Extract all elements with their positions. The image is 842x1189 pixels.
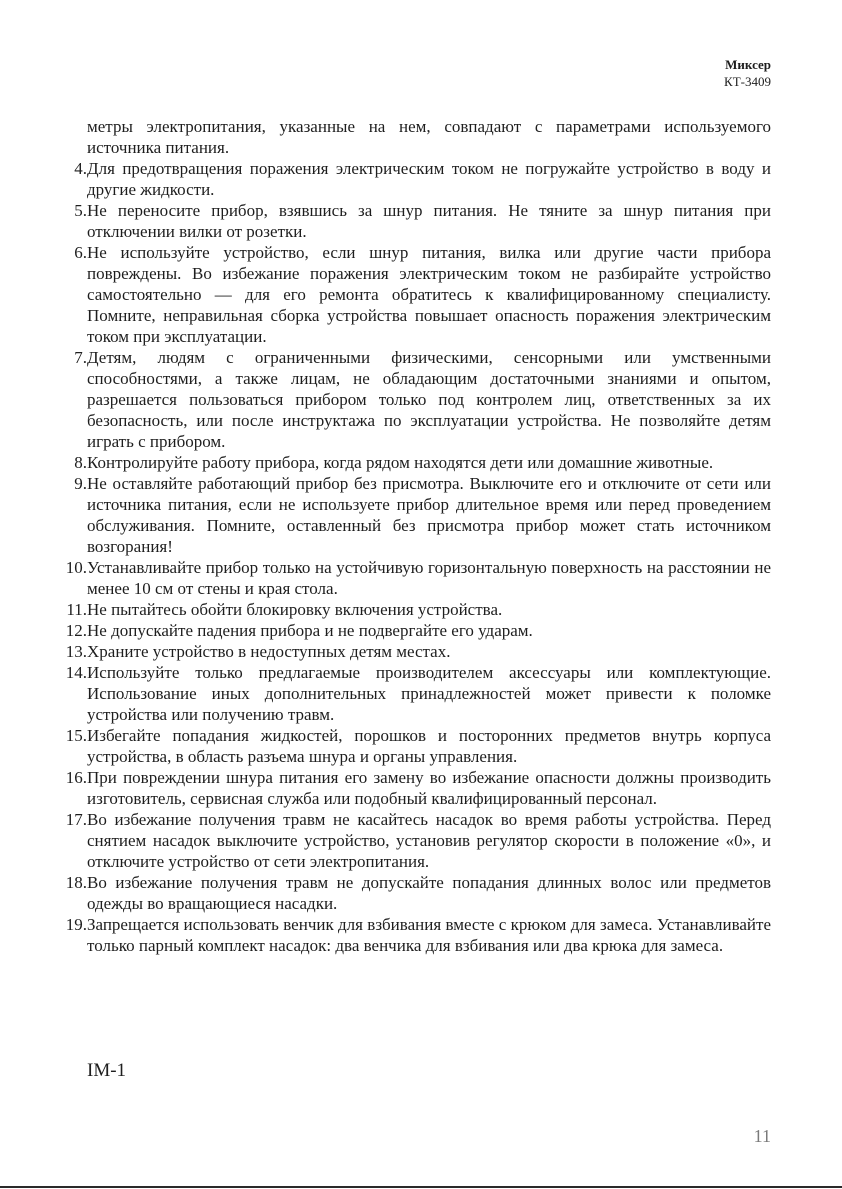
document-code: IM-1 xyxy=(87,1060,127,1081)
item-number: 4. xyxy=(74,159,87,178)
list-item xyxy=(47,620,771,641)
page-header xyxy=(724,56,771,90)
list-item xyxy=(47,914,771,956)
item-text: Не допускайте падения прибора и не подвергайте его ударам. xyxy=(87,621,533,640)
item-number: 9. xyxy=(74,474,87,493)
item-text: При повреждении шнура питания его замену во избежание опасности должны производить изготовитель, сервисная служба или подобный квалифицированный персонал. xyxy=(87,768,771,808)
item-number: 7. xyxy=(74,348,87,367)
list-item xyxy=(47,347,771,452)
safety-instructions-list xyxy=(47,158,771,956)
item-text: Не переносите прибор, взявшись за шнур питания. Не тяните за шнур питания при отключении вилки от розетки. xyxy=(87,201,771,241)
list-item xyxy=(47,641,771,662)
item-text: Не пытайтесь обойти блокировку включения устройства. xyxy=(87,600,503,619)
page-number: 11 xyxy=(753,1126,771,1146)
item-text: Храните устройство в недоступных детям местах. xyxy=(87,642,451,661)
item-text: Во избежание получения травм не допускайте попадания длинных волос или предметов одежды во вращающиеся насадки. xyxy=(87,873,771,913)
model-number: КТ-3409 xyxy=(724,74,771,89)
list-item xyxy=(47,557,771,599)
item-number: 16. xyxy=(65,768,87,787)
item-number: 13. xyxy=(65,642,87,661)
list-item xyxy=(47,809,771,872)
list-item xyxy=(47,725,771,767)
item-text: Контролируйте работу прибора, когда рядом находятся дети или домашние животные. xyxy=(87,453,714,472)
item-text: Устанавливайте прибор только на устойчивую горизонтальную поверхность на расстоянии не менее 10 см от стены и края стола. xyxy=(87,558,771,598)
item-text: Не оставляйте работающий прибор без присмотра. Выключите его и отключите от сети или источника питания, если не используете прибор длительное время или перед проведением обслуживания. Помните, оставленный без присмотра прибор может стать источником возгорания! xyxy=(87,474,771,556)
item-number: 11. xyxy=(66,600,87,619)
item-text: Для предотвращения поражения электрическим током не погружайте устройство в воду и другие жидкости. xyxy=(87,159,771,199)
list-item xyxy=(47,200,771,242)
list-item xyxy=(47,662,771,725)
item-text: Запрещается использовать венчик для взбивания вместе с крюком для замеса. Устанавливайте только парный комплект насадок: два венчика для взбивания или два крюка для замеса. xyxy=(87,915,771,955)
list-item xyxy=(47,473,771,557)
item-text: Избегайте попадания жидкостей, порошков и посторонних предметов внутрь корпуса устройства, в область разъема шнура и органы управления. xyxy=(87,726,771,766)
item-number: 8. xyxy=(74,453,87,472)
item-number: 12. xyxy=(65,621,87,640)
list-item xyxy=(47,452,771,473)
item-number: 6. xyxy=(74,243,87,262)
item-number: 18. xyxy=(65,873,87,892)
item-number: 10. xyxy=(65,558,87,577)
item-number: 19. xyxy=(65,915,87,934)
list-item xyxy=(47,599,771,620)
list-item xyxy=(47,872,771,914)
product-name: Миксер xyxy=(725,57,771,72)
item-number: 5. xyxy=(74,201,87,220)
bottom-divider xyxy=(0,1186,842,1188)
item-text: Детям, людям с ограниченными физическими, сенсорными или умственными способностями, а также лицам, не обладающим достаточными знаниями и опытом, разрешается пользоваться прибором только под контролем лиц, ответственных за их безопасность, или после инструктажа по эксплуатации устройства. Не позволяйте детям играть с прибором. xyxy=(87,348,771,451)
list-item xyxy=(47,767,771,809)
list-item xyxy=(47,158,771,200)
item-number: 17. xyxy=(65,810,87,829)
continuation-paragraph: метры электропитания, указанные на нем, совпадают с параметрами используемого источника питания. xyxy=(87,117,771,157)
item-text: Не используйте устройство, если шнур питания, вилка или другие части прибора повреждены. Во избежание поражения электрическим током не разбирайте устройство самостоятельно — для его ремонта обратитесь к квалифицированному специалисту. Помните, неправильная сборка устройства повышает опасность поражения электрическим током при эксплуатации. xyxy=(87,243,771,346)
item-text: Во избежание получения травм не касайтесь насадок во время работы устройства. Перед снятием насадок выключите устройство, установив регулятор скорости в положение «0», и отключите устройство от сети электропитания. xyxy=(87,810,771,871)
item-number: 15. xyxy=(65,726,87,745)
item-text: Используйте только предлагаемые производителем аксессуары или комплектующие. Использование иных дополнительных принадлежностей может привести к поломке устройства или получению травм. xyxy=(87,663,771,724)
list-item xyxy=(47,242,771,347)
item-number: 14. xyxy=(65,663,87,682)
